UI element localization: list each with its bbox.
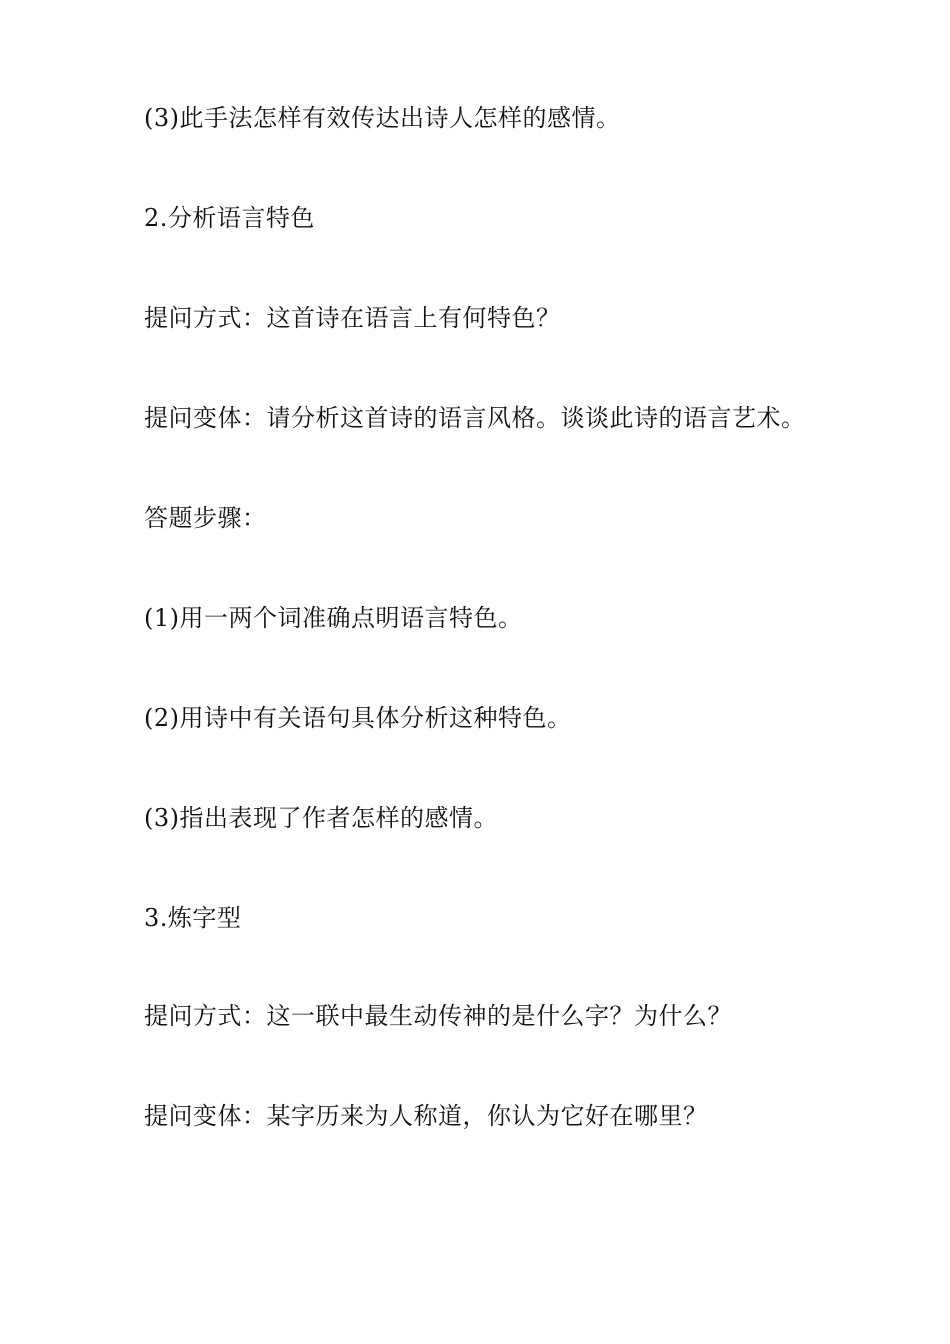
answer-step-3: (3)指出表现了作者怎样的感情。 <box>144 804 498 832</box>
section-3-heading: 3.炼字型 <box>144 904 242 932</box>
answer-steps-heading: 答题步骤： <box>144 504 267 532</box>
question-variant-line-2: 提问变体：某字历来为人称道，你认为它好在哪里？ <box>144 1102 708 1130</box>
answer-step-1: (1)用一两个词准确点明语言特色。 <box>144 604 523 632</box>
section-2-heading: 2.分析语言特色 <box>144 204 315 232</box>
question-format-line-2: 提问方式：这一联中最生动传神的是什么字？为什么？ <box>144 1002 732 1030</box>
step-3-line: (3)此手法怎样有效传达出诗人怎样的感情。 <box>144 104 621 132</box>
answer-step-2: (2)用诗中有关语句具体分析这种特色。 <box>144 704 572 732</box>
question-variant-line: 提问变体：请分析这首诗的语言风格。谈谈此诗的语言艺术。 <box>144 404 806 432</box>
question-format-line: 提问方式：这首诗在语言上有何特色？ <box>144 304 561 332</box>
